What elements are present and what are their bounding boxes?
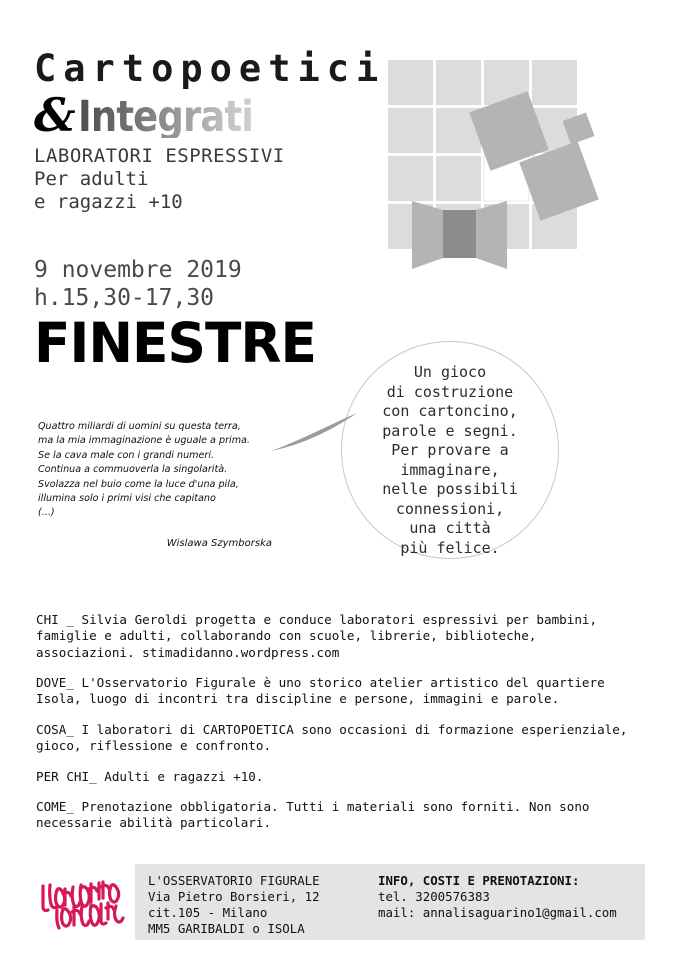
title-second-row (34, 88, 394, 143)
speech-bubble (341, 341, 559, 559)
contact-title: INFO, COSTI E PRENOTAZIONI: (378, 873, 580, 888)
bubble-tail-icon (269, 411, 359, 455)
body-copy (36, 612, 636, 832)
quote-line: Se la cava male con i grandi numeri. (38, 449, 215, 461)
subtitle-ragazzi: e ragazzi +10 (34, 191, 183, 214)
bubble-line: immaginare, (400, 460, 500, 479)
bubble-line: nelle possibili (382, 480, 518, 498)
bubble-line: con cartoncino, (382, 402, 518, 420)
quote-line: illumina solo i primi visi che capitano (38, 492, 216, 504)
quote-line: Svolazza nel buio come la luce d'una pila, (38, 478, 239, 490)
bubble-line: connessioni, (395, 499, 505, 518)
event-headline: FINESTRE (34, 311, 316, 376)
contact-email[interactable]: mail: annalisaguarino1@gmail.com (378, 905, 617, 921)
paragraph-cosa: COSA_ I laboratori di CARTOPOETICA sono occasioni di formazione esperienziale, gioco, riflessione e confronto. (36, 721, 628, 754)
subtitle-adulti: Per adulti (34, 168, 149, 191)
quote-line: Quattro miliardi di uomini su questa terra, (38, 421, 241, 432)
quote-line: ma la mia immaginazione è uguale a prima. (38, 435, 250, 447)
quote-author: Wislawa Szymborska (166, 537, 272, 549)
bubble-line: parole e segni. (382, 421, 518, 440)
bubble-line: di costruzione (386, 382, 514, 401)
bubble-line: una città (409, 519, 491, 537)
venue-street: Via Pietro Borsieri, 12 (148, 889, 320, 905)
quote-block (38, 420, 278, 551)
title-block (34, 47, 394, 215)
paragraph-dove: DOVE_ L'Osservatorio Figurale è uno storico atelier artistico del quartiere Isola, luogo di incontri tra discipline e persone, immagini e parole. (36, 675, 605, 707)
event-time: h.15,30-17,30 (34, 284, 215, 311)
venue-transit: MM5 GARIBALDI o ISOLA (148, 921, 305, 937)
bubble-line: più felice. (400, 538, 500, 557)
title-integrati: Integrati (77, 92, 253, 143)
venue-name: L'OSSERVATORIO FIGURALE (148, 873, 320, 888)
osservatorio-figurale-logo (37, 872, 129, 932)
paragraph-come: COME_ Prenotazione obbligatoria. Tutti i materiali sono forniti. Non sono necessarie abilità particolari. (36, 798, 590, 831)
footer-info-box (135, 864, 645, 940)
quote-lines (38, 420, 278, 521)
bubble-line: Per provare a (391, 441, 509, 459)
contact-phone[interactable]: tel. 3200576383 (378, 889, 490, 905)
paragraph-per-chi: PER CHI_ Adulti e ragazzi +10. (36, 768, 264, 784)
quote-line: (...) (38, 507, 55, 519)
paragraph-chi: CHI _ Silvia Geroldi progetta e conduce laboratori espressivi per bambini, famiglie e adulti, collaborando con scuole, librerie, biblioteche, associazioni. stimadidanno.wordpress.com (36, 612, 598, 660)
ampersand-glyph: & (34, 88, 76, 143)
venue-city: cit.105 - Milano (148, 905, 268, 921)
page-title: Cartopoetici (34, 47, 386, 90)
event-date: 9 novembre 2019 (34, 257, 242, 283)
bubble-text (355, 363, 545, 558)
bubble-line: Un gioco (413, 363, 487, 381)
footer-contact-column (372, 864, 617, 940)
footer-venue-column (135, 864, 372, 940)
subtitle-laboratori: LABORATORI ESPRESSIVI (34, 145, 285, 167)
quote-line: Continua a commuoverla la singolarità. (38, 464, 228, 476)
